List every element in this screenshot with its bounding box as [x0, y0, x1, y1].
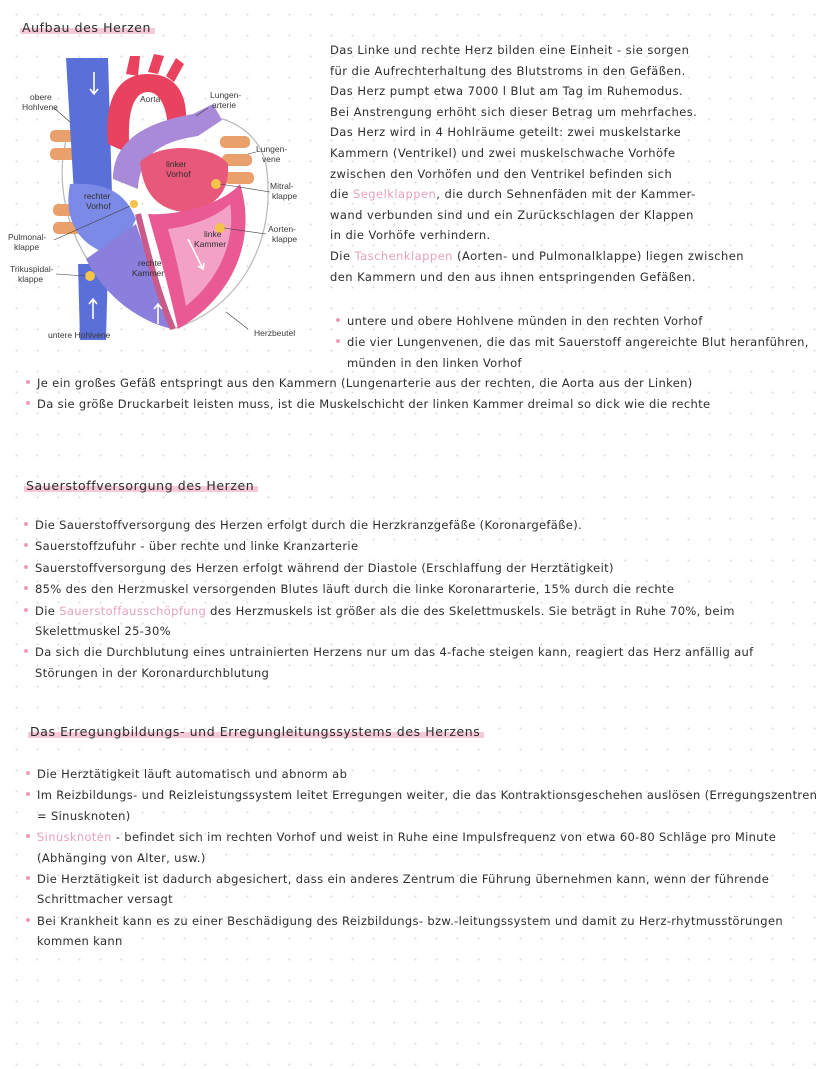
- list-item: Da sich die Durchblutung eines untrainierten Herzens nur um das 4-fache steigen kann, reagiert das Herz anfällig auf Störungen in der Koronardurchblutung: [22, 642, 820, 683]
- text-part: des Herzmuskels ist größer als die des Skelettmuskels. Sie beträgt in Ruhe 70%, beim Skelettmuskel 25-30%: [35, 603, 735, 639]
- list-item: Die Herztätigkeit läuft automatisch und abnorm ab: [24, 764, 820, 784]
- label-linke-kammer-2: Kammer: [194, 239, 227, 249]
- list-item-sinusknoten: [24, 827, 820, 868]
- text-part: , die durch Sehnenfäden mit der Kammer-: [436, 187, 696, 202]
- list-item: Da sie größe Druckarbeit leisten muss, ist die Muskelschicht der linken Kammer dreimal so dick wie die rechte: [24, 394, 820, 414]
- intro-line: wand verbunden sind und ein Zurückschlagen der Klappen: [330, 207, 694, 222]
- mitralklappe-mark: [211, 179, 221, 189]
- heading-text: Das Erregungbildungs- und Erregungleitungssystems des Herzens: [28, 724, 484, 739]
- pulmonalklappe-mark: [130, 200, 138, 208]
- label-rechter-vorhof-2: Vorhof: [86, 201, 111, 211]
- label-linker-vorhof-1: linker: [166, 159, 187, 169]
- term-segelklappen: Segelklappen: [353, 187, 437, 202]
- label-trikuspidalklappe-1: Trikuspidal-: [10, 264, 54, 274]
- label-linke-kammer-1: linke: [204, 229, 222, 239]
- list-item: Die Herztätigkeit ist dadurch abgesichert, dass ein anderes Zentrum die Führung übernehmen kann, wenn der führende Schrittmacher versagt: [24, 869, 820, 910]
- taschenklappen-line: [330, 246, 820, 267]
- label-obere-hohlvene-2: Hohlvene: [22, 102, 58, 112]
- label-aortenklappe-1: Aorten-: [268, 224, 296, 234]
- label-lungenarterie-2: arterie: [212, 100, 237, 110]
- text-part: (Aorten- und Pulmonalklappe) liegen zwischen: [452, 248, 745, 263]
- label-mitralklappe-1: Mitral-: [270, 181, 294, 191]
- list-item: Die Sauerstoffversorgung des Herzen erfolgt durch die Herzkranzgefäße (Koronargefäße).: [22, 515, 820, 535]
- erregung-bullet-list: [24, 764, 820, 953]
- intro-line: Bei Anstrengung erhöht sich dieser Betrag um mehrfaches.: [330, 104, 698, 119]
- intro-paragraph: [330, 40, 820, 287]
- intro-line: in die Vorhöfe verhindern.: [330, 228, 491, 243]
- heading-text: Sauerstoffversorgung des Herzen: [24, 478, 258, 493]
- text-part: Die: [330, 248, 355, 263]
- term-taschenklappen: Taschenklappen: [354, 248, 453, 263]
- intro-line: zwischen den Vorhöfen und den Ventrikel befinden sich: [330, 166, 673, 181]
- section-heading-erregung: [28, 724, 484, 739]
- section-heading-sauerstoff: [24, 478, 258, 493]
- label-pulmonalklappe-2: klappe: [14, 242, 40, 252]
- label-lungenvene-2: vene: [262, 154, 281, 164]
- intro-line: den Kammern und den aus ihnen entspringenden Gefäßen.: [330, 269, 696, 284]
- intro-line: Das Linke und rechte Herz bilden eine Einheit - sie sorgen: [330, 43, 690, 57]
- list-item: Im Reizbildungs- und Reizleistungssystem leitet Erregungen weiter, die das Kontraktionsgeschehen auslösen (Erregungszentren = Sinusknoten): [24, 785, 820, 826]
- label-linker-vorhof-2: Vorhof: [166, 169, 191, 179]
- text-part: die: [330, 187, 354, 202]
- label-lungenarterie-1: Lungen-: [210, 90, 242, 100]
- aufbau-bullet-list: [24, 373, 820, 416]
- heart-diagram-svg: [8, 44, 308, 344]
- label-pulmonalklappe-1: Pulmonal-: [8, 232, 47, 242]
- intro-line: Das Herz wird in 4 Hohlräume geteilt: zwei muskelstarke: [330, 125, 682, 140]
- label-aortenklappe-2: klappe: [272, 234, 298, 244]
- text-part: - befindet sich im rechten Vorhof und weist in Ruhe eine Impulsfrequenz von etwa 60-80 Schläge pro Minute (Abhänging von Alter, usw.): [37, 830, 777, 865]
- label-obere-hohlvene-1: obere: [30, 92, 52, 102]
- list-item: Je ein großes Gefäß entspringt aus den Kammern (Lungenarterie aus der rechten, die Aorta aus der Linken): [24, 373, 820, 393]
- section-heading-aufbau: [20, 20, 155, 35]
- label-untere-hohlvene: untere Hohlvene: [48, 330, 111, 340]
- segelklappen-line: [330, 184, 820, 205]
- list-item: untere und obere Hohlvene münden in den rechten Vorhof: [334, 311, 814, 331]
- intro-line: für die Aufrechterhaltung des Blutstroms in den Gefäßen.: [330, 63, 686, 78]
- list-item: 85% des den Herzmuskel versorgenden Blutes läuft durch die linke Koronararterie, 15% durch die rechte: [22, 579, 820, 599]
- trikuspidalklappe-mark: [85, 271, 95, 281]
- label-trikuspidalklappe-2: klappe: [18, 274, 44, 284]
- label-lungenvene-1: Lungen-: [256, 144, 288, 154]
- label-herzbeutel: Herzbeutel: [254, 328, 296, 338]
- label-aorta: Aorta: [140, 94, 161, 104]
- list-item-ausschoepfung: [22, 601, 820, 642]
- sauerstoff-bullet-list: [22, 515, 820, 684]
- text-part: Die: [35, 603, 60, 618]
- label-rechter-vorhof-1: rechter: [84, 191, 111, 201]
- list-item: Bei Krankheit kann es zu einer Beschädigung des Reizbildungs- bzw.-leitungssystem und damit zu Herz-rhytmusstörungen kommen kann: [24, 911, 820, 952]
- list-item: Sauerstoffversorgung des Herzen erfolgt während der Diastole (Erschlaffung der Herztätigkeit): [22, 558, 820, 578]
- list-item: Sauerstoffzufuhr - über rechte und linke Kranzarterie: [22, 536, 820, 556]
- list-item: die vier Lungenvenen, die das mit Sauerstoff angereichte Blut heranführen, münden in den linken Vorhof: [334, 332, 814, 373]
- heart-diagram: [8, 44, 308, 344]
- label-mitralklappe-2: klappe: [272, 191, 298, 201]
- intro-line: Kammern (Ventrikel) und zwei muskelschwache Vorhöfe: [330, 145, 676, 160]
- obere-hohlvene-shape: [66, 58, 112, 194]
- right-bullet-list: [334, 311, 814, 374]
- intro-line: Das Herz pumpt etwa 7000 l Blut am Tag im Ruhemodus.: [330, 84, 684, 99]
- label-rechte-kammer-1: rechte: [138, 258, 162, 268]
- term-sinusknoten: Sinusknoten: [37, 830, 112, 845]
- term-sauerstoffausschoepfung: Sauerstoffausschöpfung: [59, 603, 207, 618]
- heading-text: Aufbau des Herzen: [20, 20, 155, 35]
- label-rechte-kammer-2: Kammer: [132, 268, 165, 278]
